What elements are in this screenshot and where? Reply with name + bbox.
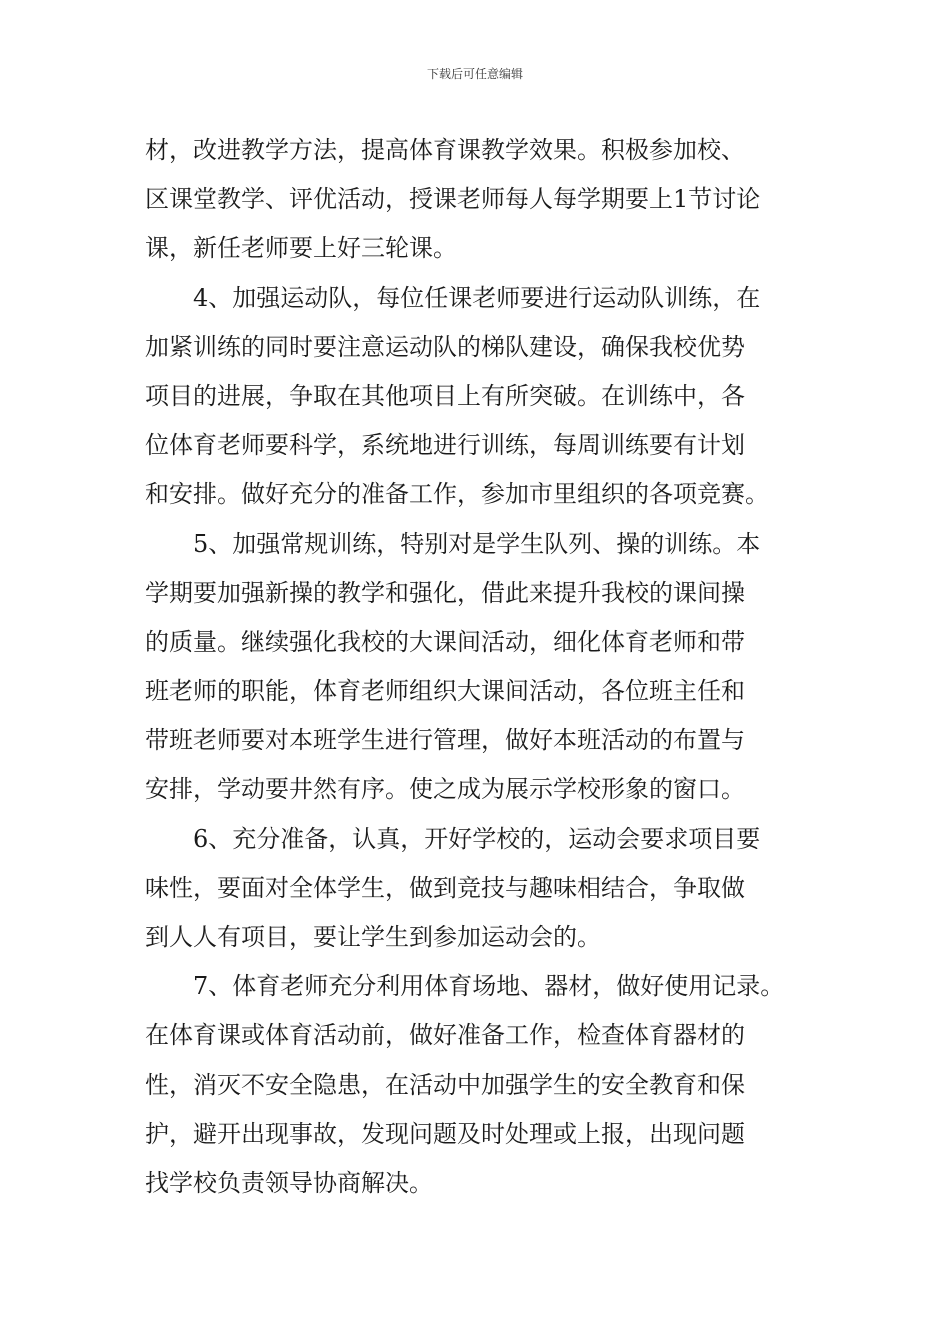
text-line: 安排，学动要井然有序。使之成为展示学校形象的窗口。	[145, 775, 745, 804]
text-line: 位体育老师要科学，系统地进行训练，每周训练要有计划	[145, 431, 745, 460]
paragraph-start-line: 5、加强常规训练，特别对是学生队列、操的训练。本	[193, 529, 761, 558]
text-line: 找学校负责领导协商解决。	[145, 1168, 433, 1197]
text-line: 的质量。继续强化我校的大课间活动，细化体育老师和带	[145, 627, 745, 656]
text-line: 和安排。做好充分的准备工作，参加市里组织的各项竞赛。	[145, 480, 769, 509]
page-header: 下载后可任意编辑	[426, 67, 523, 81]
text-line: 区课堂教学、评优活动，授课老师每人每学期要上1节讨论	[145, 185, 761, 214]
text-line: 护，避开出现事故，发现问题及时处理或上报，出现问题	[145, 1119, 745, 1148]
text-line: 到人人有项目，要让学生到参加运动会的。	[145, 923, 601, 951]
paragraph-start-line: 4、加强运动队，每位任课老师要进行运动队训练，在	[193, 283, 761, 312]
paragraph-start-line: 7、体育老师充分利用体育场地、器材，做好使用记录。	[193, 972, 785, 1001]
text-line: 性，消灭不安全隐患，在活动中加强学生的安全教育和保	[145, 1070, 745, 1099]
document-body	[145, 126, 817, 1208]
text-line: 材，改进教学方法，提高体育课教学效果。积极参加校、	[145, 136, 745, 164]
text-line: 味性，要面对全体学生，做到竞技与趣味相结合，争取做	[145, 873, 745, 902]
text-line: 项目的进展，争取在其他项目上有所突破。在训练中，各	[145, 381, 745, 410]
text-line: 班老师的职能，体育老师组织大课间活动，各位班主任和	[145, 677, 745, 706]
text-line: 加紧训练的同时要注意运动队的梯队建设，确保我校优势	[145, 332, 745, 361]
text-line: 课，新任老师要上好三轮课。	[145, 234, 457, 263]
paragraph-start-line: 6、充分准备，认真，开好学校的，运动会要求项目要	[193, 824, 761, 853]
text-line: 在体育课或体育活动前，做好准备工作，检查体育器材的	[145, 1021, 745, 1050]
text-line: 带班老师要对本班学生进行管理，做好本班活动的布置与	[145, 726, 745, 755]
text-line: 学期要加强新操的教学和强化，借此来提升我校的课间操	[145, 578, 745, 607]
